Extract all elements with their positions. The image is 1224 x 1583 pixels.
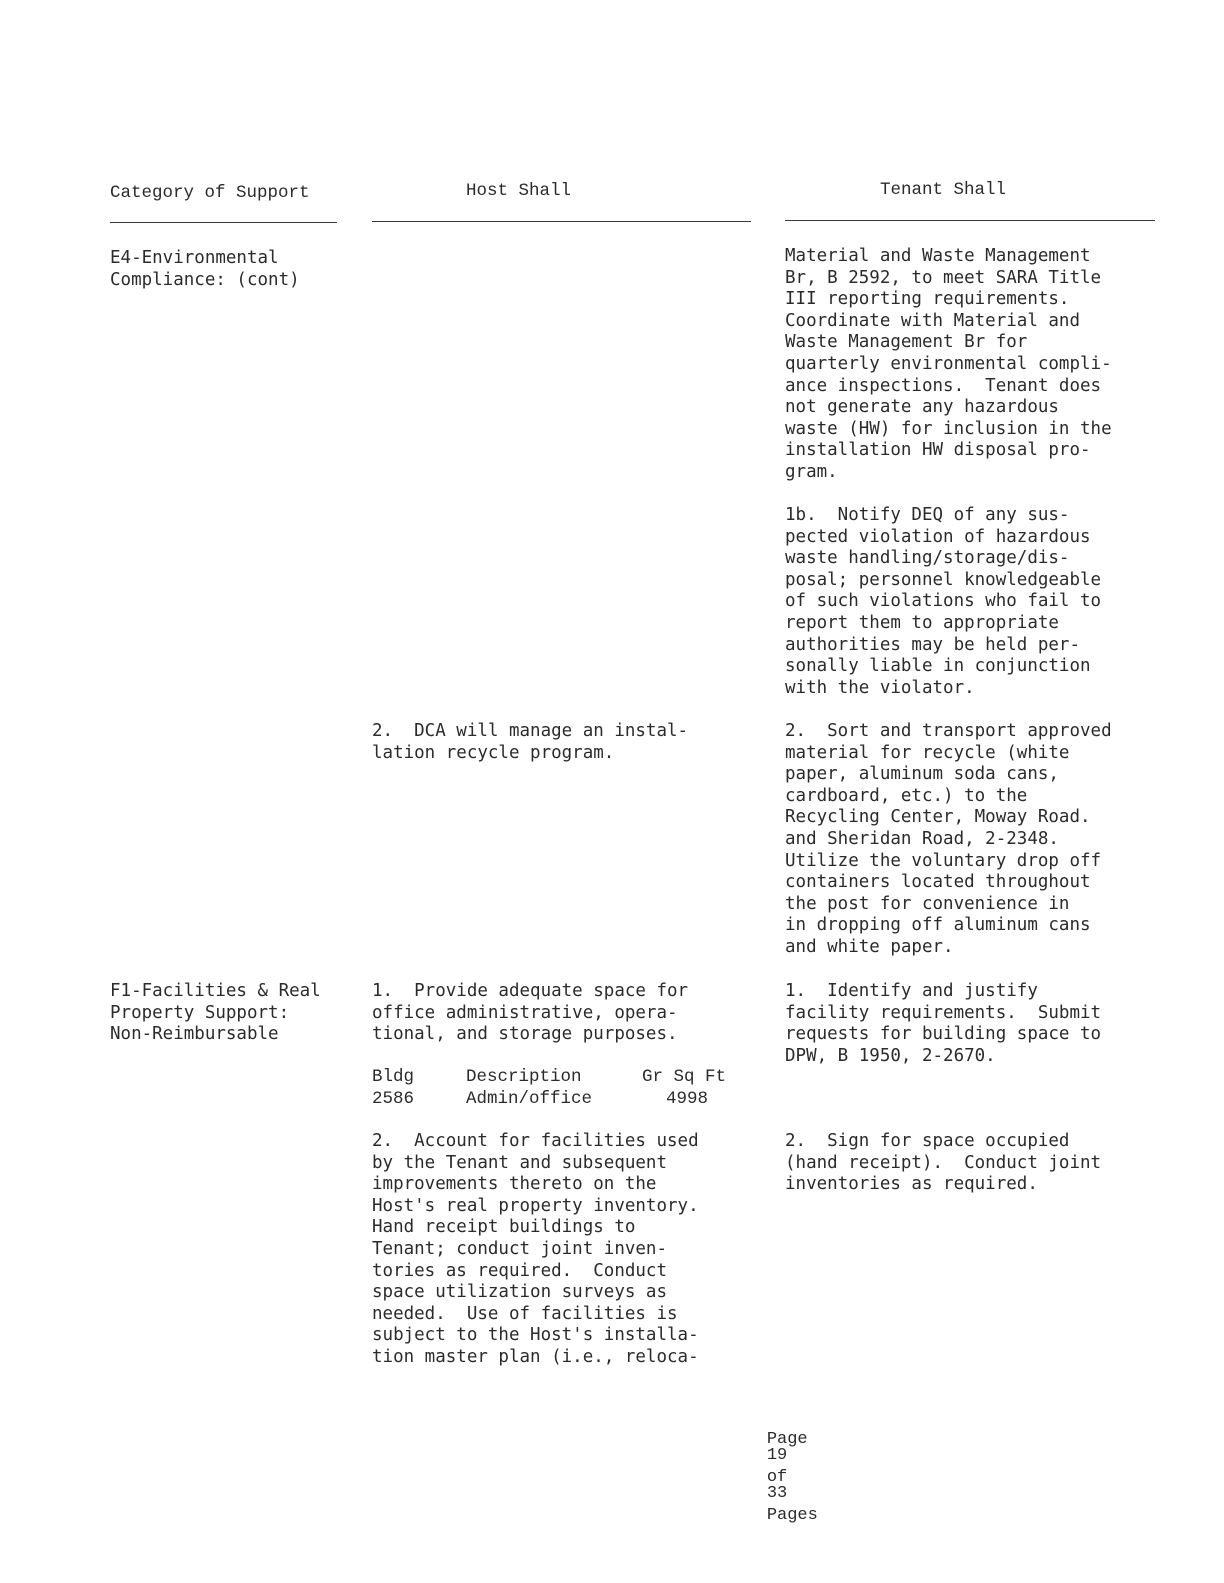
building-table-header-description: Description <box>466 1067 582 1087</box>
header-category: Category of Support <box>110 183 310 203</box>
host-f1-1: 1. Provide adequate space for office administrative, opera- tional, and storage purposes. <box>372 981 689 1045</box>
building-table-header-gr-sq-ft: Gr Sq Ft <box>642 1067 727 1087</box>
footer-total-pages: 33 <box>766 1484 788 1503</box>
header-rule-category <box>110 222 337 223</box>
footer-of-label: of <box>766 1468 788 1487</box>
header-host-shall: Host Shall <box>466 181 572 201</box>
tenant-e4-2: 2. Sort and transport approved material for recycle (white paper, aluminum soda cans, cardboard, etc.) to the Recycling Center, Moway Road. and Sheridan Road, 2-2348. Utilize the voluntary drop off containers located throughout the post for convenience in in dropping off aluminum cans and white paper. <box>785 721 1112 957</box>
host-f1-2: 2. Account for facilities used by the Tenant and subsequent improvements thereto on the Host's real property inventory. Hand receipt buildings to Tenant; conduct joint inven- tories as required. Conduct space utilization surveys as needed. Use of facilities is subject to the Host's installa- tion master plan (i.e., reloca- <box>372 1131 699 1367</box>
host-e4-2: 2. DCA will manage an instal- lation recycle program. <box>372 721 689 763</box>
building-table-gr-sq-ft: 4998 <box>666 1088 709 1109</box>
header-tenant-shall: Tenant Shall <box>880 180 1007 200</box>
building-table-bldg-number: 2586 <box>372 1088 415 1109</box>
building-table-description: Admin/office <box>466 1088 593 1109</box>
tenant-e4-1b: 1b. Notify DEQ of any sus- pected violation of hazardous waste handling/storage/dis- posal; personnel knowledgeable of such violations who fail to report them to appropriate authorities may be held per- sonally liable in conjunction with the violator. <box>785 505 1102 698</box>
tenant-f1-2: 2. Sign for space occupied (hand receipt). Conduct joint inventories as required. <box>785 1131 1102 1195</box>
building-table <box>372 1067 752 1111</box>
header-rule-host <box>372 221 751 222</box>
building-table-header-bldg: Bldg <box>372 1067 415 1087</box>
header-rule-tenant <box>785 220 1155 221</box>
footer-page-number: 19 <box>766 1446 788 1465</box>
tenant-e4-1a-continued: Material and Waste Management Br, B 2592, to meet SARA Title III reporting requirements. Coordinate with Material and Waste Management Br for quarterly environmental compli- ance inspections. Tenant does not generate any hazardous waste (HW) for inclusion in the installation HW disposal pro- gram. <box>785 246 1112 482</box>
category-e4-environmental-compliance: E4-Environmental Compliance: (cont) <box>110 248 300 290</box>
footer-pages-label: Pages <box>766 1506 818 1525</box>
footer-page-label: Page <box>766 1430 808 1449</box>
tenant-f1-1: 1. Identify and justify facility requirements. Submit requests for building space to DPW, B 1950, 2-2670. <box>785 981 1102 1066</box>
category-f1-facilities: F1-Facilities & Real Property Support: Non-Reimbursable <box>110 981 321 1045</box>
page-footer <box>726 1411 818 1544</box>
